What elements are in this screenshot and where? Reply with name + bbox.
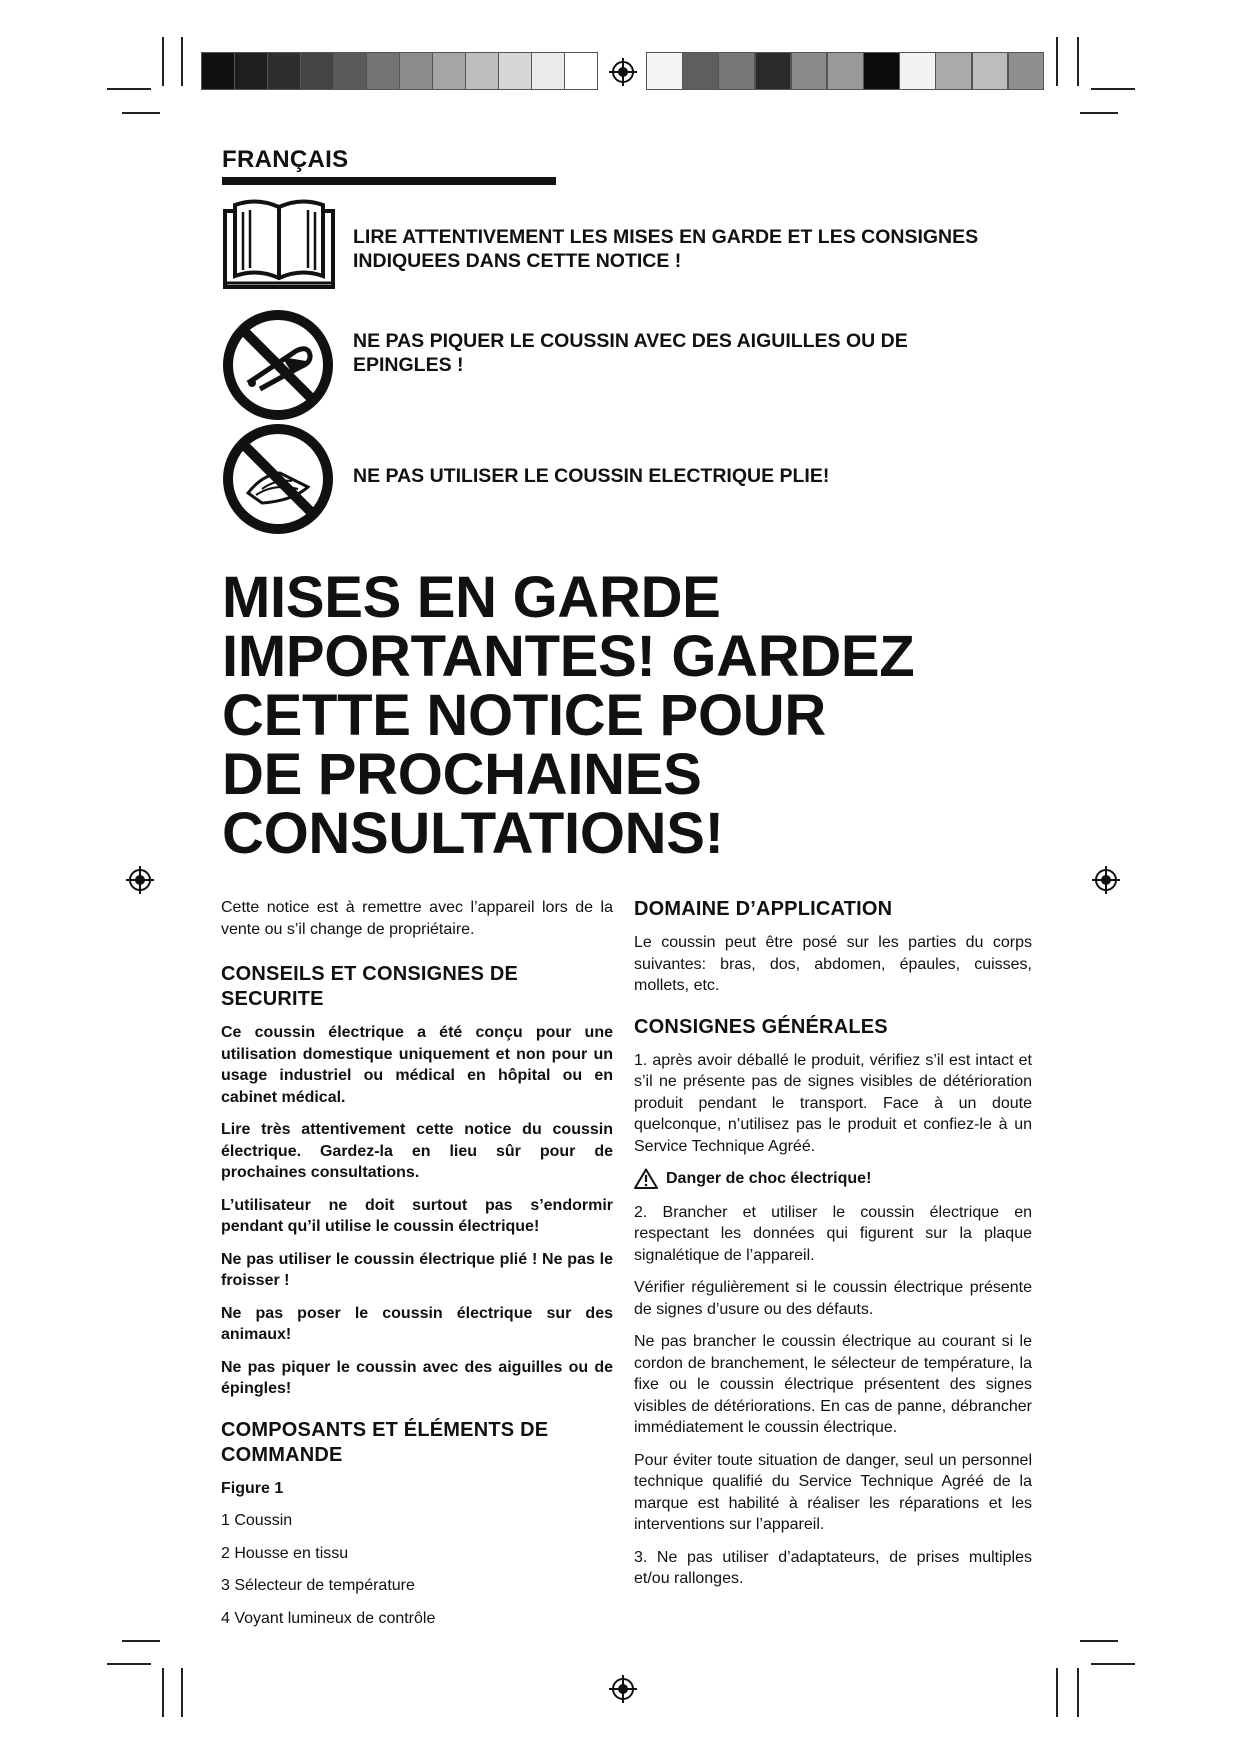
left-column <box>221 897 613 1640</box>
no-plug-damaged-text: Ne pas brancher le coussin électrique au courant si le cordon de branchement, le sélecteur de température, la fixe ou le coussin électrique présentent des signes visibles de détériorations. En cas de panne, débrancher immédiatement le coussin électrique. <box>634 1333 1032 1436</box>
registration-mark-icon <box>125 865 155 895</box>
safety-paragraph: Lire très attentivement cette notice du coussin électrique. Gardez-la en lieu sûr pour de prochaines consultations. <box>221 1121 613 1181</box>
calibration-swatch <box>366 52 400 90</box>
calibration-swatch <box>718 52 755 90</box>
crop-mark <box>1091 88 1135 90</box>
warning-triangle-icon <box>634 1168 658 1189</box>
crop-mark <box>162 1668 164 1717</box>
instruction-1: 1. après avoir déballé le produit, vérifiez s’il est intact et s’il ne présente pas de signes visibles de détérioration produit pendant le transport. Face à un doute quelconque, n’utilisez pas le produit et confiez-le à un Service Technique Agréé. <box>634 1051 1032 1155</box>
components-heading: COMPOSANTS ET ÉLÉMENTS DE COMMANDE <box>221 1418 549 1466</box>
calibration-swatch <box>682 52 719 90</box>
headline-line: CETTE NOTICE POUR <box>222 683 826 748</box>
crop-mark <box>1077 37 1079 86</box>
calibration-swatch <box>899 52 936 90</box>
component-item: 1 Coussin <box>221 1512 293 1529</box>
important-warnings-headline <box>222 565 915 866</box>
no-needles-icon <box>222 309 334 421</box>
warning-line: LIRE ATTENTIVEMENT LES MISES EN GARDE ET LES CONSIGNES <box>353 226 979 248</box>
warning-line: INDIQUEES DANS CETTE NOTICE ! <box>353 250 682 272</box>
calibration-swatch <box>432 52 466 90</box>
instruction-3: 3. Ne pas utiliser d’adaptateurs, de prises multiples et/ou rallonges. <box>634 1548 1032 1587</box>
safety-paragraph: L’utilisateur ne doit surtout pas s’endormir pendant qu’il utilise le coussin électrique! <box>221 1196 613 1235</box>
crop-mark <box>1056 37 1058 86</box>
crop-mark <box>122 1640 160 1642</box>
warning-no-folding <box>353 464 1053 488</box>
crop-mark <box>1091 1663 1135 1665</box>
gray-calibration-strip <box>201 52 597 90</box>
calibration-swatch <box>234 52 268 90</box>
registration-mark-icon <box>608 57 638 87</box>
calibration-swatch <box>564 52 598 90</box>
registration-mark-icon <box>1091 865 1121 895</box>
safety-paragraph: Ce coussin électrique a été conçu pour une utilisation domestique uniquement et non pour un usage industriel ou médical en hôpital ou en cabinet médical. <box>221 1024 613 1106</box>
registration-mark-icon <box>608 1674 638 1704</box>
instruction-2: 2. Brancher et utiliser le coussin électrique en respectant les données qui figurent sur la plaque signalétique de l’appareil. <box>634 1203 1032 1264</box>
right-calibration-strip <box>646 52 1044 90</box>
calibration-swatch <box>935 52 972 90</box>
calibration-swatch <box>863 52 900 90</box>
warning-line: NE PAS PIQUER LE COUSSIN AVEC DES AIGUILLES OU DE <box>353 330 908 352</box>
application-text: Le coussin peut être posé sur les parties du corps suivantes: bras, dos, abdomen, épaules, cuisses, mollets, etc. <box>634 934 1032 994</box>
no-folding-icon <box>222 423 334 535</box>
electric-shock-warning <box>634 1168 1032 1190</box>
calibration-swatch <box>827 52 864 90</box>
repair-service-text: Pour éviter toute situation de danger, seul un personnel technique qualifié du Service Technique Agréé de la marque est habilité à réaliser les réparations et les interventions sur l’appareil. <box>634 1451 1032 1533</box>
application-heading: DOMAINE D’APPLICATION <box>634 898 893 920</box>
warning-no-needles <box>353 329 1053 377</box>
crop-mark <box>162 37 164 86</box>
warning-line: NE PAS UTILISER LE COUSSIN ELECTRIQUE PLIE! <box>353 465 830 487</box>
warning-read-instructions <box>353 225 1053 273</box>
crop-mark <box>107 1663 151 1665</box>
component-item: 2 Housse en tissu <box>221 1544 349 1562</box>
crop-mark <box>1077 1668 1079 1717</box>
calibration-swatch <box>333 52 367 90</box>
right-column <box>634 897 1032 1601</box>
calibration-swatch <box>531 52 565 90</box>
check-wear-text: Vérifier régulièrement si le coussin électrique présente de signes d’usure ou des défauts. <box>634 1279 1032 1318</box>
figure-label: Figure 1 <box>221 1479 284 1497</box>
intro-text: Cette notice est à remettre avec l’appareil lors de la vente ou s’il change de propriétaire. <box>221 899 613 938</box>
calibration-swatch <box>646 52 683 90</box>
calibration-swatch <box>972 52 1009 90</box>
crop-mark <box>1080 1640 1118 1642</box>
headline-line: IMPORTANTES! GARDEZ <box>222 624 915 689</box>
crop-mark <box>1080 112 1118 114</box>
headline-line: CONSULTATIONS! <box>222 801 724 866</box>
book-icon <box>222 196 336 290</box>
calibration-swatch <box>465 52 499 90</box>
heading-underline <box>222 177 556 185</box>
calibration-swatch <box>791 52 828 90</box>
crop-mark <box>107 88 151 90</box>
danger-label: Danger de choc électrique! <box>666 1170 872 1187</box>
calibration-swatch <box>399 52 433 90</box>
calibration-swatch <box>201 52 235 90</box>
calibration-swatch <box>300 52 334 90</box>
crop-mark <box>122 112 160 114</box>
language-heading: FRANÇAIS <box>222 146 349 173</box>
crop-mark <box>181 37 183 86</box>
safety-paragraph: Ne pas piquer le coussin avec des aiguilles ou de épingles! <box>221 1358 613 1397</box>
safety-paragraph: Ne pas utiliser le coussin électrique plié ! Ne pas le froisser ! <box>221 1250 613 1289</box>
headline-line: DE PROCHAINES <box>222 742 702 807</box>
safety-paragraph: Ne pas poser le coussin électrique sur des animaux! <box>221 1304 613 1343</box>
component-item: 4 Voyant lumineux de contrôle <box>221 1609 436 1627</box>
crop-mark <box>1056 1668 1058 1717</box>
crop-mark <box>181 1668 183 1717</box>
safety-heading: CONSEILS ET CONSIGNES DE SECURITE <box>221 963 519 1010</box>
general-instructions-heading: CONSIGNES GÉNÉRALES <box>634 1015 888 1038</box>
calibration-swatch <box>498 52 532 90</box>
warning-line: EPINGLES ! <box>353 354 464 376</box>
component-item: 3 Sélecteur de température <box>221 1577 415 1594</box>
calibration-swatch <box>1008 52 1045 90</box>
calibration-swatch <box>267 52 301 90</box>
headline-line: MISES EN GARDE <box>222 565 721 630</box>
calibration-swatch <box>755 52 792 90</box>
